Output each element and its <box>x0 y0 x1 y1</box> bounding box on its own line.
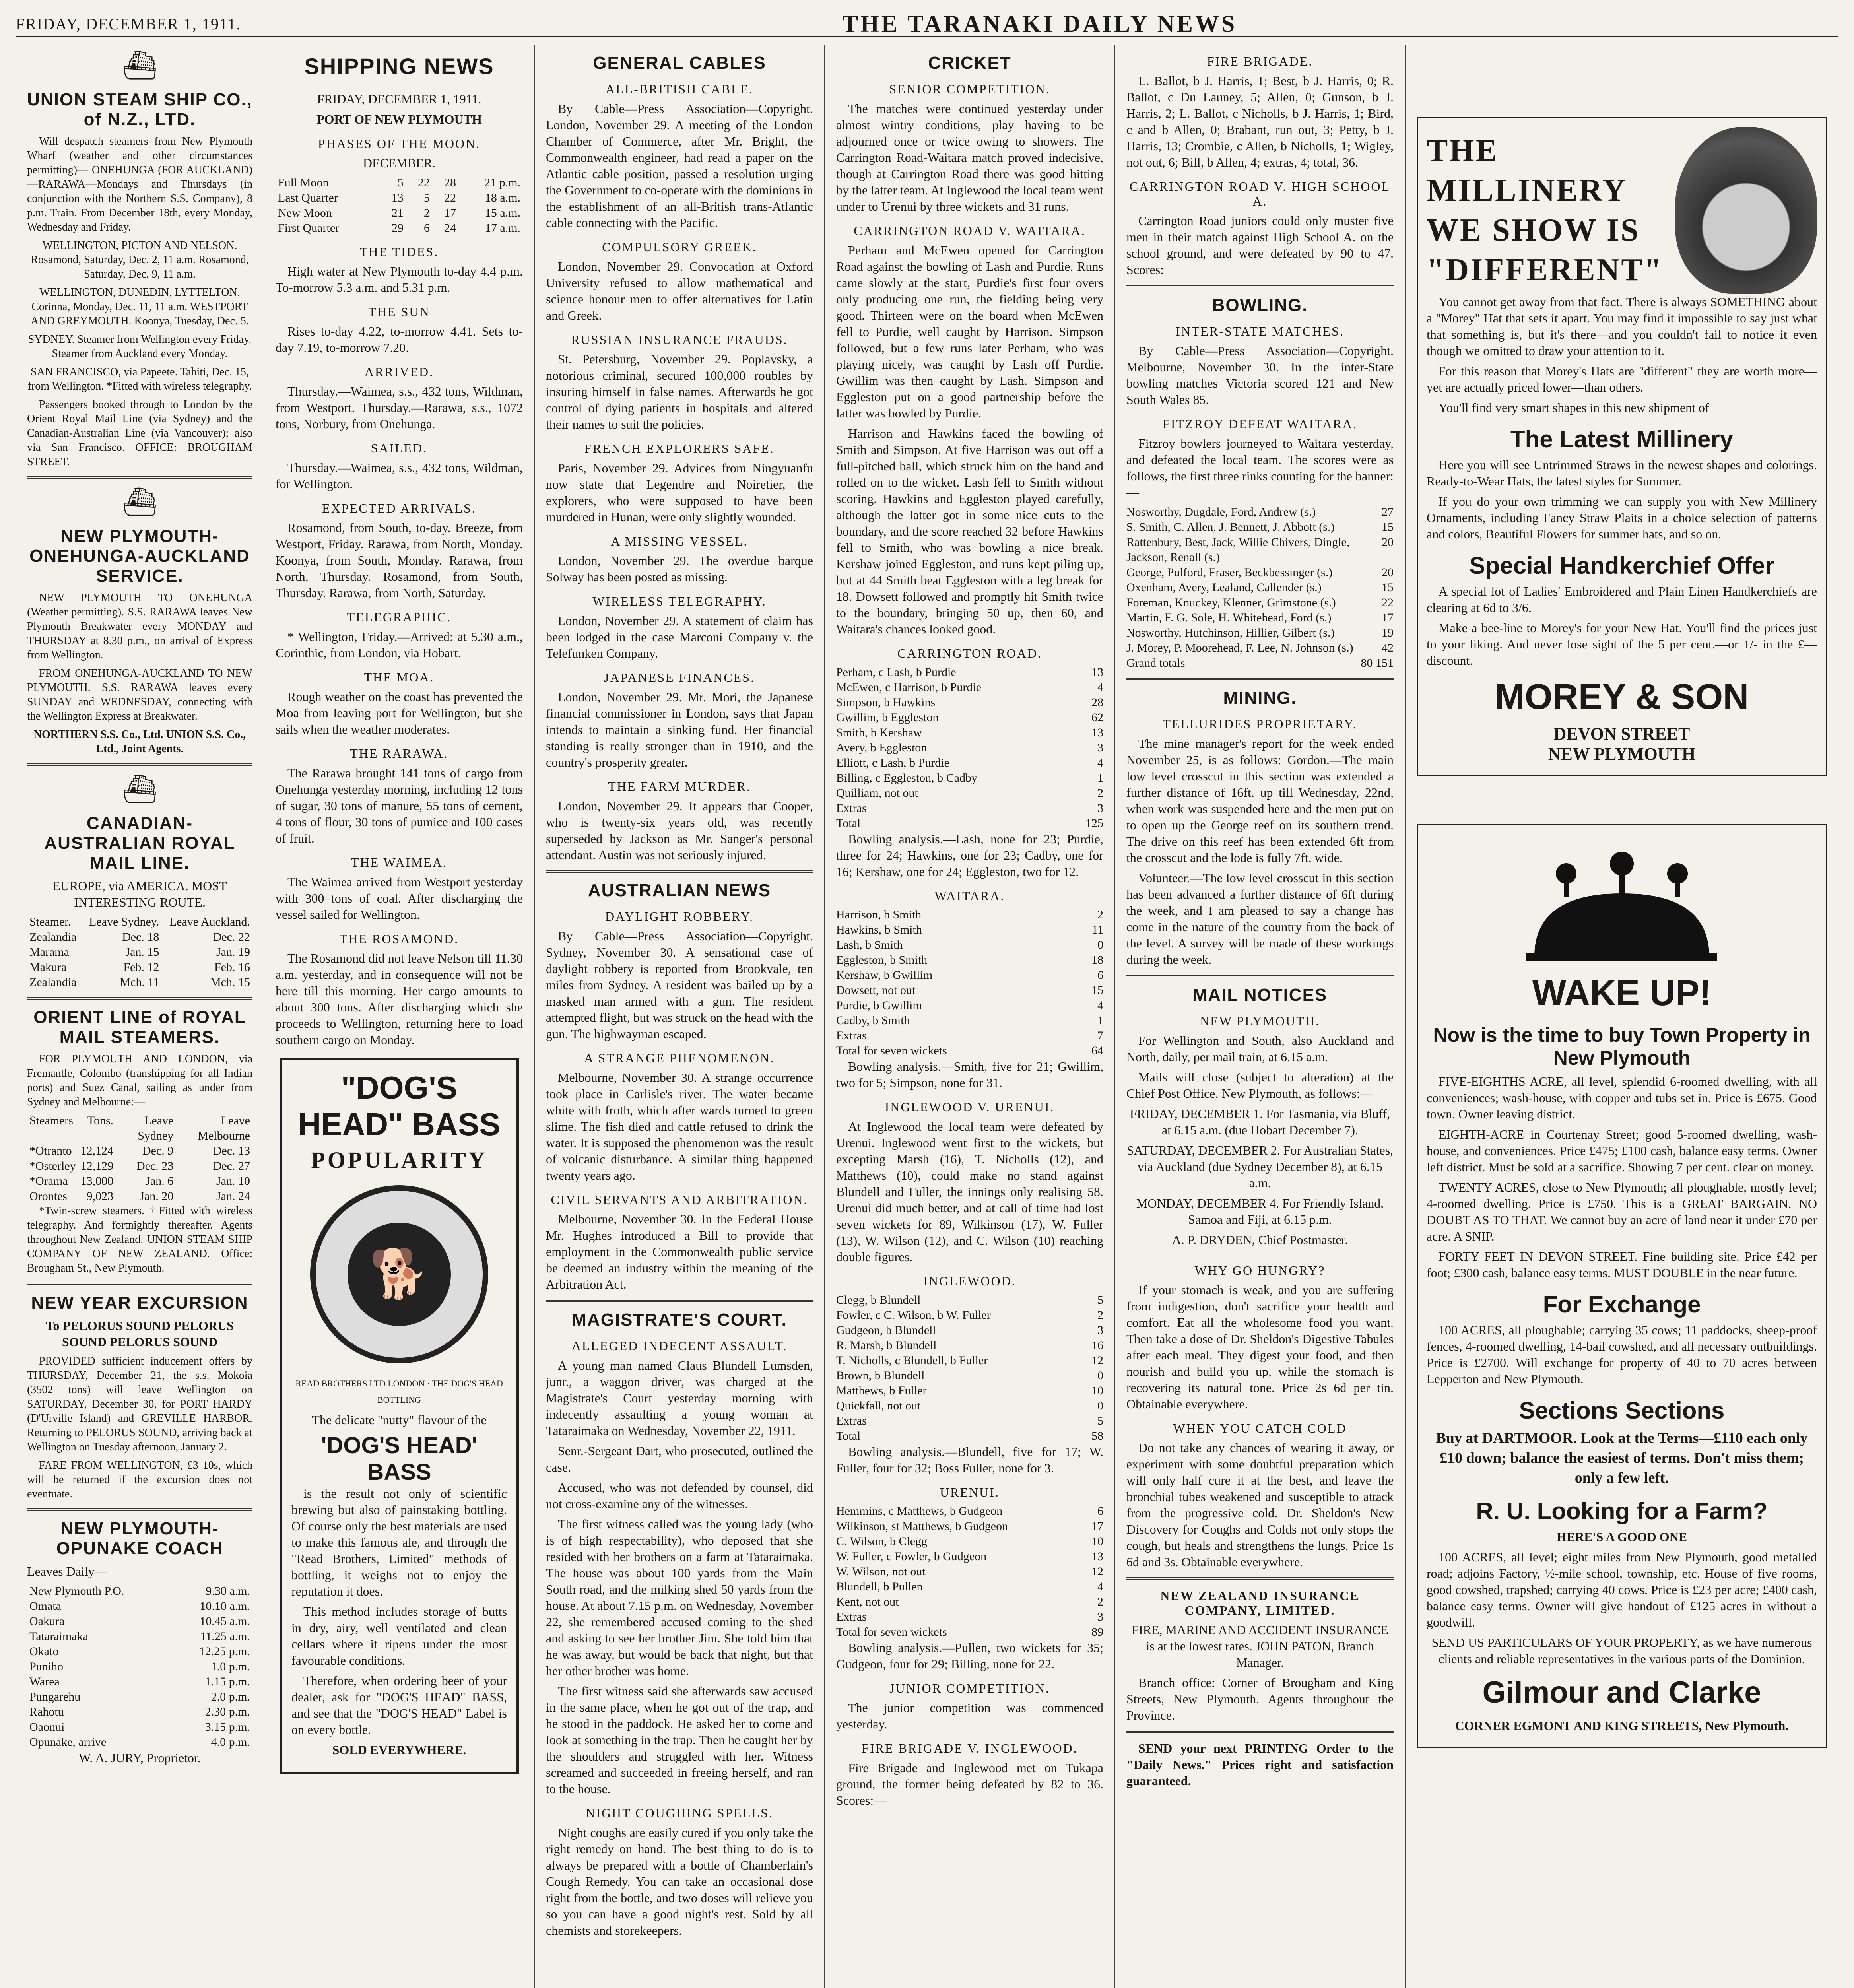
masthead-title: THE TARANAKI DAILY NEWS <box>842 10 1237 37</box>
table-row: Last Quarter 13 5 22 18 a.m. <box>278 191 520 204</box>
nzins-body2: Branch office: Corner of Brougham and King Streets, New Plymouth. Agents throughout the Province. <box>1126 1675 1394 1722</box>
rising-sun-icon <box>1427 846 1817 965</box>
moon-month: DECEMBER. <box>363 156 436 170</box>
allbritish-body: By Cable—Press Association—Copyright. London, November 29. A meeting of the London Chamber of Commerce, after Mr. Bright, the Commonwealth engineer, had read a paper on the Atlantic cable position, passed a resolution urging the Government to co-operate with the dominions in the establishment of an all-British trans-Atlantic cable connecting with the Pacific. <box>546 101 813 230</box>
union-islands: SAN FRANCISCO, via Papeete. Tahiti, Dec. 15, from Wellington. *Fitted with wireless telegraphy. <box>27 366 252 392</box>
table-row: Rahotu 2.30 p.m. <box>29 1705 250 1718</box>
russian-body: St. Petersburg, November 29. Poplavsky, a notorious criminal, secured 100,000 roubles by insuring himself in false names. Afterwards he got control of dying patients in hospitals and altered their names to suit the policies. <box>546 352 813 431</box>
phenomenon-body: Melbourne, November 30. A strange occurrence took place in Carlisle's river. The water became white with froth, which after wards turned to green slime. The fish died and cattle refused to drink the water. It is supposed the phenomenon was the result of volcanic disturbance. A similar thing happened twenty years ago. <box>546 1070 813 1182</box>
senior-body: The matches were continued yesterday under almost wintry conditions, play having to be adjourned once or twice owing to showers. The Carrington Road-Waitara match proved indecisive, though at Carrington Road there was good hitting by the latter team. At Inglewood the local team went under to Urenui by three wickets and 31 runs. <box>836 101 1103 214</box>
hanky-heading: Special Handkerchief Offer <box>1469 552 1774 579</box>
japanese-body: London, November 29. Mr. Mori, the Japanese financial commissioner in London, says that Japan intends to maintain a sinking fund. Her financial standing is really stronger than in 1910, and the country's prosperity greater. <box>546 690 813 769</box>
list-item: Foreman, Knuckey, Klenner, Grimstone (s.) 22 <box>1126 596 1394 609</box>
table-row: Pungarehu 2.0 p.m. <box>29 1690 250 1703</box>
list-item: Extras 3 <box>836 802 1103 815</box>
waitara-scores <box>836 907 1103 1058</box>
bass-body3: This method includes storage of butts in dry, airy, well ventilated and clean cellars where it ripens under the most favourable conditions. <box>291 1604 507 1668</box>
daylight-body: By Cable—Press Association—Copyright. Sydney, November 30. A sensational case of daylight robbery is reported from Brookvale, ten miles from Sydney. A resident was bailed up by a masked man armed with a gun. The resident attempted flight, but was struck on the head with the gun. The highwayman escaped. <box>546 929 813 1041</box>
list-item: Brown, b Blundell 0 <box>836 1369 1103 1382</box>
volunteer-body: Volunteer.—The low level crosscut in this section has been advanced a further distance of 6ft during the week, and I am pleased to say a change has come in the nature of the country from the back of the level. A survey will be made of these workings during the week. <box>1126 871 1394 967</box>
nzins-body: FIRE, MARINE AND ACCIDENT INSURANCE is at the lowest rates. JOHN PATON, Branch Manager. <box>1132 1623 1388 1670</box>
servants-heading: CIVIL SERVANTS AND ARBITRATION. <box>551 1192 808 1207</box>
orient-body: FOR PLYMOUTH AND LONDON, via Fremantle, Colombo (transhipping for all Indian ports) and Suez Canal, sailing as under from Sydney and Melbourne:— <box>27 1053 252 1108</box>
list-item: Nosworthy, Hutchinson, Hillier, Gilbert (s.) 19 <box>1126 626 1394 639</box>
fitzroy-body: Fitzroy bowlers journeyed to Waitara yesterday, and defeated the local team. The scores were as follows, the first three rinks counting for the banner:— <box>1126 436 1394 499</box>
list-item: Hawkins, b Smith 11 <box>836 923 1103 936</box>
newyear-sub: To PELORUS SOUND PELORUS SOUND PELORUS SOUND <box>46 1318 234 1349</box>
wake-sub: Now is the time to buy Town Property in New Plymouth <box>1433 1024 1811 1069</box>
list-item: R. Marsh, b Blundell 16 <box>836 1339 1103 1352</box>
column-advertisements <box>1406 45 1838 1988</box>
list-item: Avery, b Eggleston 3 <box>836 741 1103 754</box>
daylight-heading: DAYLIGHT ROBBERY. <box>605 909 754 924</box>
arrived-body: Thursday.—Waimea, s.s., 432 tons, Wildman, from Westport. Thursday.—Rarawa, s.s., 1072 tons, Norbury, from Onehunga. <box>276 384 523 431</box>
farm-body: London, November 29. It appears that Cooper, who is twenty-six years old, was recently superseded by Jackson as Mr. Sanger's personal attendant. Austin was not seriously injured. <box>546 799 813 862</box>
table-row: Opunake, arrive 4.0 p.m. <box>29 1736 250 1749</box>
farm-heading: R. U. Looking for a Farm? <box>1476 1498 1768 1524</box>
iu-body: At Inglewood the local team were defeated by Urenui. Inglewood went first to the wickets, but excepting Marsh (16), T. Nicholls (12), and Matthews (10), could make no stand against Blundell and Fuller, the innings only realising 58. Urenui did much better, and at call of time had lost seven wickets for 89, Wilkinson (17), W. Fuller (13), W. Wilson (12), and C. Wilson (10) reaching double figures. <box>836 1119 1103 1264</box>
wireless-heading: WIRELESS TELEGRAPHY. <box>592 594 767 608</box>
union-heading: UNION STEAM SHIP CO., of N.Z., LTD. <box>27 90 252 129</box>
list-item: George, Pulford, Fraser, Beckbessinger (s.) 20 <box>1126 566 1394 579</box>
onehunga-back: FROM ONEHUNGA-AUCKLAND TO NEW PLYMOUTH. S.S. RARAWA leaves every SUNDAY and WEDNESDAY, connecting with the Wellington Express at Breakwater. <box>27 667 252 722</box>
mail-monday: MONDAY, DECEMBER 4. For Friendly Island, Samoa and Fiji, at 6.15 p.m. <box>1136 1196 1384 1227</box>
port-heading: PORT OF NEW PLYMOUTH <box>316 112 482 126</box>
junior-heading: JUNIOR COMPETITION. <box>889 1681 1050 1695</box>
cr-scores <box>836 665 1103 831</box>
gilmour-advertisement <box>1417 824 1827 1748</box>
gilmour-name: Gilmour and Clarke <box>1482 1675 1761 1709</box>
wake-body1: FIVE-EIGHTHS ACRE, all level, splendid 6-roomed dwelling, with all conveniences; wash-house, with copper and tubs set in. Price is £675. Good town. Owner leaving district. <box>1427 1074 1817 1121</box>
milli-body2: For this reason that Morey's Hats are "different" they are worth more—yet are actually priced lower—than others. <box>1427 364 1817 394</box>
greek-heading: COMPULSORY GREEK. <box>602 240 757 254</box>
bass-body1: The delicate "nutty" flavour of the <box>312 1413 487 1427</box>
list-item: Simpson, b Hawkins 28 <box>836 696 1103 709</box>
canadian-heading: CANADIAN-AUSTRALIAN ROYAL MAIL LINE. <box>44 813 235 873</box>
list-item: Extras 5 <box>836 1414 1103 1427</box>
dogs-head-seal-icon <box>310 1185 488 1363</box>
rosamond-heading: THE ROSAMOND. <box>339 932 459 946</box>
farm-heading: THE FARM MURDER. <box>608 779 751 794</box>
cr-score-heading: CARRINGTON ROAD. <box>897 646 1042 660</box>
waitara-analysis: Bowling analysis.—Smith, five for 21; Gwillim, two for 5; Simpson, none for 31. <box>836 1059 1103 1090</box>
list-item: Rattenbury, Best, Jack, Willie Chivers, Dingle, Jackson, Renall (s.) 20 <box>1126 536 1394 564</box>
hanky-body2: Make a bee-line to Morey's for your New Hat. You'll find the prices just to your liking. And never lose sight of the 5 per cent.—or 1/- in the £—discount. <box>1427 621 1817 668</box>
chs-heading: CARRINGTON ROAD V. HIGH SCHOOL A. <box>1129 179 1391 208</box>
list-item: Hemmins, c Matthews, b Gudgeon 6 <box>836 1505 1103 1518</box>
np-heading: NEW PLYMOUTH. <box>1200 1014 1320 1028</box>
column-shipping-news <box>264 45 535 1988</box>
assault-heading: ALLEGED INDECENT ASSAULT. <box>571 1339 788 1353</box>
wake-body3: TWENTY ACRES, close to New Plymouth; all ploughable, mostly level; 4-roomed dwelling. Price is £750. This is a GREAT BARGAIN. NO DOUBT AS TO THAT. We cannot buy an acre of land near it under £70 per acre. A SNIP. <box>1427 1180 1817 1243</box>
list-item: Quilliam, not out 2 <box>836 786 1103 800</box>
court-heading: MAGISTRATE'S COURT. <box>572 1310 787 1330</box>
waimea-heading: THE WAIMEA. <box>351 855 448 870</box>
steamship-icon: ⛴ <box>122 487 157 518</box>
moon-heading: PHASES OF THE MOON. <box>318 136 481 151</box>
list-item: Lash, b Smith 0 <box>836 938 1103 951</box>
morey-advertisement <box>1417 117 1827 776</box>
assault-body1: A young man named Claus Blundell Lumsden, junr., a waggon driver, was charged at the Magistrate's Court yesterday morning with indecently assaulting a young woman at Tataraimaka on Wednesday, November 22, 1911. <box>546 1358 813 1438</box>
newyear-body: PROVIDED sufficient inducement offers by THURSDAY, December 21, the s.s. Mokoia (3502 tons) will leave Wellington on SATURDAY, December 30, for PORT HARDY (D'Urville Island) and GREVILLE HARBOR. Returning to PELORUS SOUND, arriving back at Wellington on Tuesday afternoon, January 2. <box>27 1355 252 1453</box>
onehunga-heading: NEW PLYMOUTH-ONEHUNGA-AUCKLAND SERVICE. <box>29 526 250 586</box>
onehunga-body: NEW PLYMOUTH TO ONEHUNGA (Weather permitting). S.S. RARAWA leaves New Plymouth Breakwater every MONDAY and THURSDAY at 8.30 p.m., on arrival of Express from Wellington. <box>27 592 252 661</box>
ing-scores <box>836 1293 1103 1444</box>
list-item: Wilkinson, st Matthews, b Gudgeon 17 <box>836 1520 1103 1533</box>
table-row: Warea 1.15 p.m. <box>29 1675 250 1688</box>
milli-body3: You'll find very smart shapes in this new shipment of <box>1439 400 1709 415</box>
union-booked: Passengers booked through to London by the Orient Royal Mail Line (via Sydney) and the Canadian-Australian Line (via Vancouver); also via San Francisco. OFFICE: BROUGHAM STREET. <box>27 398 252 468</box>
inter-heading: INTER-STATE MATCHES. <box>1176 324 1344 338</box>
farm-sub: HERE'S A GOOD ONE <box>1556 1530 1687 1544</box>
list-item: Extras 3 <box>836 1610 1103 1623</box>
tides-body: High water at New Plymouth to-day 4.4 p.m. To-morrow 5.3 a.m. and 5.31 p.m. <box>276 264 523 295</box>
column-bowling-mining-mail <box>1115 45 1406 1988</box>
list-item: Fowler, c C. Wilson, b W. Fuller 2 <box>836 1309 1103 1322</box>
waitara-heading: WAITARA. <box>934 889 1005 903</box>
list-item: Martin, F. G. Sole, H. Whitehead, Ford (s.) 17 <box>1126 611 1394 624</box>
morey-name: MOREY & SON <box>1495 677 1749 717</box>
list-item: Smith, b Kershaw 13 <box>836 726 1103 739</box>
bass-body2: is the result not only of scientific brewing but also of painstaking bottling. Of course only the best materials are used to make this famous ale, and through the "Read Brothers, Limited" methods of bottling, it weighs not to enjoy the reputation it does. <box>291 1486 507 1598</box>
night-heading: NIGHT COUGHING SPELLS. <box>586 1806 773 1820</box>
allbritish-heading: ALL-BRITISH CABLE. <box>605 82 754 96</box>
fire-heading: FIRE BRIGADE. <box>1207 54 1313 68</box>
table-row: Steamer. Leave Sydney. Leave Auckland. <box>29 915 250 928</box>
assault-body2: Senr.-Sergeant Dart, who prosecuted, outlined the case. <box>546 1444 813 1474</box>
tellurides-body: The mine manager's report for the week ended November 25, is as follows: Gordon.—The main low level crosscut in this section was extended a further distance of 16ft. up till Wednesday, 22nd, when work was suspended here and the men put on to open up the George reef on its southern trend. The drive on this reef has been extended 6ft from the crosscut and the lode is fully 7ft. wide. <box>1126 736 1394 865</box>
list-item: T. Nicholls, c Blundell, b Fuller 12 <box>836 1354 1103 1367</box>
table-row: Zealandia Dec. 18 Dec. 22 <box>29 930 250 944</box>
cr-analysis: Bowling analysis.—Lash, none for 23; Purdie, three for 24; Hawkins, one for 23; Cadby, one for 16; Kershaw, one for 24; Eggleston, two for 12. <box>836 832 1103 879</box>
cw-body1: Perham and McEwen opened for Carrington Road against the bowling of Lash and Purdie. Runs came slowly at the start, Purdie's first four overs only producing one run, the fielding being very good. Thirteen were on the board when McEwen fell to Purdie, well caught by Harrison. Simpson followed, but a few runs later Perham, who was playing nicely, was caught by Lash off Purdie. Gwillim was then caught by Lash. Simpson and Eggleston put on a good partnership before the latter was bowled by Purdie. <box>836 243 1103 420</box>
table-row: Full Moon 5 22 28 21 p.m. <box>278 176 520 189</box>
list-item: Matthews, b Fuller 10 <box>836 1384 1103 1397</box>
table-row: Makura Feb. 12 Feb. 16 <box>29 961 250 974</box>
servants-body: Melbourne, November 30. In the Federal House Mr. Hughes introduced a Bill to provide that employment in the Commonwealth public service be deemed an industry within the meaning of the Arbitration Act. <box>546 1212 813 1291</box>
hanky-body1: A special lot of Ladies' Embroidered and Plain Linen Handkerchiefs are clearing at 6d to 3/6. <box>1427 584 1817 615</box>
list-item: Nosworthy, Dugdale, Ford, Andrew (s.) 27 <box>1126 505 1394 518</box>
exchange-body: 100 ACRES, all ploughable; carrying 35 cows; 11 paddocks, sheep-proof fences, 4-roomed dwelling, 14-bail cowshed, and all necessary outbuildings. Price is £2700. Will exchange for property of 40 to 70 acres between Lepperton and New Plymouth. <box>1427 1323 1817 1386</box>
sun-heading: THE SUN <box>368 305 430 319</box>
bowling-heading: BOWLING. <box>1212 295 1308 315</box>
bass-popularity: POPULARITY <box>311 1147 487 1173</box>
column-general-cables <box>535 45 825 1988</box>
moa-body: Rough weather on the coast has prevented the Moa from leaving port for Wellington, but she sails when the weather moderates. <box>276 689 523 736</box>
list-item: Total 58 <box>836 1429 1103 1442</box>
exchange-heading: For Exchange <box>1543 1291 1701 1318</box>
masthead-date: FRIDAY, DECEMBER 1, 1911. <box>16 15 241 33</box>
masthead <box>16 12 1838 37</box>
assault-body5: The first witness said she afterwards saw accused in the same place, when he got out of the trap, and he stood in the paddock. He asked her to come and look at something in the trap. Then he caught her by the shoulders and struggled with her. Witness screamed and succeeded in freeing herself, and ran to the house. <box>546 1684 813 1796</box>
printing-ad: SEND your next PRINTING Order to the "Daily News." Prices right and satisfaction guaranteed. <box>1126 1741 1394 1788</box>
mining-heading: MINING. <box>1223 688 1297 708</box>
morey-town: NEW PLYMOUTH <box>1548 744 1696 764</box>
union-west: WELLINGTON, DUNEDIN, LYTTELTON. Corinna, Monday, Dec. 11, 11 a.m. WESTPORT AND GREYMOUTH. Koonya, Tuesday, Dec. 5. <box>31 286 249 327</box>
list-item: Perham, c Lash, b Purdie 13 <box>836 666 1103 679</box>
table-row: Zealandia Mch. 11 Mch. 15 <box>29 976 250 989</box>
list-item: Harrison, b Smith 2 <box>836 908 1103 921</box>
canadian-table <box>27 914 252 990</box>
list-item: Extras 7 <box>836 1029 1103 1042</box>
urenui-heading: URENUI. <box>940 1485 1000 1499</box>
union-sydney: SYDNEY. Steamer from Wellington every Friday. Steamer from Auckland every Monday. <box>28 333 252 360</box>
table-row: First Quarter 29 6 24 17 a.m. <box>278 221 520 235</box>
bass-body4: Therefore, when ordering beer of your dealer, ask for "DOG'S HEAD" BASS, and see that the "DOG'S HEAD" Label is on every bottle. <box>291 1673 507 1737</box>
gilmour-addr: CORNER EGMONT AND KING STREETS, New Plymouth. <box>1455 1718 1789 1733</box>
waimea-body: The Waimea arrived from Westport yesterday with 300 tons of coal. After discharging the vessel sailed for Wellington. <box>276 875 523 922</box>
fire-body: L. Ballot, b J. Harris, 1; Best, b J. Harris, 0; R. Ballot, c Du Launey, 5; Allen, 0; Gunson, b J. Harris, 2; L. Ballot, c Nicholls, b J. Harris, 1; Bird, c and b Allen, 0; Brabant, run out, 3; Petty, b J. Harris, 13; Crombie, c Allen, b Nicholls, 1; Wigley, not out, 6; Bill, b Allen, 4; extras, 4; total, 36. <box>1126 74 1394 169</box>
chs-body: Carrington Road juniors could only muster five men in their match against High School A. on the school ground, and were defeated by 90 to 47. Scores: <box>1126 214 1394 277</box>
list-item: Billing, c Eggleston, b Cadby 1 <box>836 771 1103 784</box>
coach-label: Leaves Daily— <box>27 1564 107 1578</box>
japanese-heading: JAPANESE FINANCES. <box>604 670 755 685</box>
farm-body: 100 ACRES, all level; eight miles from New Plymouth, good metalled road; adjoins Factory, ½-mile school, township, etc. House of five rooms, good cowshed, trapshed; carrying 40 cows. Price is £23 per acre; £400 cash, balance easy terms. Owner will give handout of £125 acres in without a goodwill. <box>1427 1550 1817 1629</box>
list-item: Cadby, b Smith 1 <box>836 1014 1103 1027</box>
table-row: Omata 10.10 a.m. <box>29 1600 250 1613</box>
urenui-scores <box>836 1504 1103 1640</box>
list-item: Kershaw, b Gwillim 6 <box>836 969 1103 982</box>
table-row: Oakura 10.45 a.m. <box>29 1615 250 1628</box>
list-item: Kent, not out 2 <box>836 1595 1103 1608</box>
inter-body: By Cable—Press Association—Copyright. Melbourne, November 30. In the inter-State bowling matches Victoria scored 121 and New South Wales 85. <box>1126 344 1394 407</box>
bass-seal-text: READ BROTHERS LTD LONDON · THE DOG'S HEAD BOTTLING <box>295 1378 503 1405</box>
telegraphic-body: * Wellington, Friday.—Arrived: at 5.30 a.m., Corinthic, from London, via Hobart. <box>276 629 523 660</box>
list-item: J. Morey, P. Moorehead, F. Lee, N. Johnson (s.) 42 <box>1126 641 1394 654</box>
table-row: Okato 12.25 p.m. <box>29 1645 250 1658</box>
table-row: Tataraimaka 11.25 a.m. <box>29 1630 250 1643</box>
hungry-body: If your stomach is weak, and you are suffering from indigestion, don't sacrifice your health and comfort. Eat all the wholesome food you want. Then take a dose of Dr. Sheldon's Digestive Tabules after each meal. They digest your food, and then nourish and build you up, while the stomach is recovering its natural tone. Price 2s 6d per tin. Obtainable everywhere. <box>1126 1283 1394 1411</box>
list-item: McEwen, c Harrison, b Purdie 4 <box>836 681 1103 694</box>
list-item: S. Smith, C. Allen, J. Bennett, J. Abbott (s.) 15 <box>1126 520 1394 534</box>
bass-brand: 'DOG'S HEAD' BASS <box>321 1433 478 1485</box>
vessel-heading: A MISSING VESSEL. <box>611 534 748 548</box>
russian-heading: RUSSIAN INSURANCE FRAUDS. <box>571 332 788 347</box>
australian-heading: AUSTRALIAN NEWS <box>588 881 771 900</box>
cw-heading: CARRINGTON ROAD V. WAITARA. <box>854 223 1086 238</box>
nzins-heading: NEW ZEALAND INSURANCE COMPANY, LIMITED. <box>1160 1588 1360 1617</box>
list-item: Gwillim, b Eggleston 62 <box>836 711 1103 724</box>
sections-heading: Sections Sections <box>1519 1397 1725 1424</box>
table-row: Puniho 1.0 p.m. <box>29 1660 250 1673</box>
table-row: Marama Jan. 15 Jan. 19 <box>29 945 250 959</box>
northern-agents: NORTHERN S.S. Co., Ltd. UNION S.S. Co., Ltd., Joint Agents. <box>33 728 246 755</box>
fitzroy-heading: FITZROY DEFEAT WAITARA. <box>1163 417 1357 431</box>
orient-note: *Twin-screw steamers. †Fitted with wireless telegraphy. And fortnightly thereafter. Agents throughout New Zealand. UNION STEAM SHIP COMPANY OF NEW ZEALAND. Office: Brougham St., New Plymouth. <box>27 1205 252 1274</box>
wake-body4: FORTY FEET IN DEVON STREET. Fine building site. Price £42 per foot; £300 cash, balance easy terms. MUST DOUBLE in the near future. <box>1427 1249 1817 1280</box>
junior-body: The junior competition was commenced yesterday. <box>836 1701 1103 1731</box>
phenomenon-heading: A STRANGE PHENOMENON. <box>584 1051 775 1065</box>
cold-heading: WHEN YOU CATCH COLD <box>1173 1421 1347 1435</box>
rarawa-heading: THE RARAWA. <box>350 746 448 761</box>
list-item: Grand totals 80 151 <box>1126 656 1394 670</box>
latest-body2: If you do your own trimming we can supply you with New Millinery Ornaments, including Fancy Straw Plaits in a choice selection of patterns and colors, Beautiful Flowers for summer hats, and so on. <box>1427 494 1817 541</box>
union-wellington: WELLINGTON, PICTON AND NELSON. Rosamond, Saturday, Dec. 2, 11 a.m. Rosamond, Saturday, Dec. 9, 11 a.m. <box>31 239 249 280</box>
sailed-body: Thursday.—Waimea, s.s., 432 tons, Wildman, for Wellington. <box>276 460 523 491</box>
moa-heading: THE MOA. <box>364 670 435 684</box>
milli-body1: You cannot get away from that fact. There is always SOMETHING about a "Morey" Hat that sets it apart. You may find it impossible to say just what that something is, but it's there—and you couldn't fail to notice it even though we omitted to draw your attention to it. <box>1427 295 1817 358</box>
fb-body: Fire Brigade and Inglewood met on Tukapa ground, the former being defeated by 82 to 36. Scores:— <box>836 1761 1103 1807</box>
table-row: *Orama 13,000 Jan. 6 Jan. 10 <box>29 1175 250 1188</box>
assault-body3: Accused, who was not defended by counsel, did not cross-examine any of the witnesses. <box>546 1480 813 1511</box>
expected-body: Rosamond, from South, to-day. Breeze, from Westport, Friday. Rarawa, from North, Monday. Koonya, from South, Monday. Rarawa, from North, Thursday. Rosamond, from South, Thursday. Rarawa, from North, Saturday. <box>276 520 523 600</box>
union-body: Will despatch steamers from New Plymouth Wharf (weather and other circumstances permitting)— ONEHUNGA (FOR AUCKLAND)—RARAWA—Mondays and Thursdays (in conjunction with the Northern S.S. Company), 8 p.m. Train. From December 18th, every Monday, Wednesday and Friday. <box>27 135 252 233</box>
expected-heading: EXPECTED ARRIVALS. <box>322 501 476 515</box>
table-row: *Osterley 12,129 Dec. 23 Dec. 27 <box>29 1159 250 1173</box>
french-heading: FRENCH EXPLORERS SAFE. <box>584 441 775 456</box>
list-item: Gudgeon, b Blundell 3 <box>836 1324 1103 1337</box>
column-shipping-ads <box>16 45 264 1988</box>
urenui-analysis: Bowling analysis.—Pullen, two wickets for 35; Gudgeon, four for 29; Billing, none for 22. <box>836 1640 1103 1671</box>
coach-heading: NEW PLYMOUTH-OPUNAKE COACH <box>56 1519 223 1558</box>
table-row: *Otranto 12,124 Dec. 9 Dec. 13 <box>29 1144 250 1157</box>
wireless-body: London, November 29. A statement of claim has been lodged in the case Marconi Company v. the Telefunken Company. <box>546 613 813 660</box>
shipping-date: FRIDAY, DECEMBER 1, 1911. <box>317 92 481 106</box>
cricket-heading: CRICKET <box>928 53 1011 73</box>
list-item: Dowsett, not out 15 <box>836 984 1103 997</box>
list-item: Total for seven wickets 89 <box>836 1625 1103 1639</box>
mail-sign: A. P. DRYDEN, Chief Postmaster. <box>1172 1233 1348 1247</box>
ing-analysis: Bowling analysis.—Blundell, five for 17; W. Fuller, four for 32; Boss Fuller, none for 3. <box>836 1444 1103 1475</box>
sun-body: Rises to-day 4.22, to-morrow 4.41. Sets to-day 7.19, to-morrow 7.20. <box>276 324 523 355</box>
newyear-heading: NEW YEAR EXCURSION <box>31 1293 248 1312</box>
list-item: W. Fuller, c Fowler, b Gudgeon 13 <box>836 1550 1103 1563</box>
assault-body4: The first witness called was the young lady (who is of high respectability), who deposed that she resided with her brothers on a farm at Tataraimaka. The house was about 100 yards from the Main South road, and the milking shed 50 yards from the house. At about 7.15 p.m. on Wednesday, November 22, she remembered accused coming to the shed and asking to see her brother Jim. She told him that he was away, but would be back that night, but that her other brother was home. <box>546 1517 813 1678</box>
steamship-icon: ⛴ <box>122 774 157 805</box>
canadian-sub: EUROPE, via AMERICA. MOST INTERESTING ROUTE. <box>52 879 227 909</box>
list-item: Clegg, b Blundell 5 <box>836 1293 1103 1307</box>
list-item: Blundell, b Pullen 4 <box>836 1580 1103 1593</box>
send-body: SEND US PARTICULARS OF YOUR PROPERTY, as we have numerous clients and reliable representatives in the various parts of the Dominion. <box>1431 1635 1812 1666</box>
cold-body: Do not take any chances of wearing it away, or experiment with some doubtful preparation which will only half cure it at the best, and leave the bronchial tubes weakened and susceptible to attack from the progressive cold. Dr. Sheldon's New Discovery for Coughs and Colds not only stops the cough, but heals and strengthens the lungs. Price 1s 6d and 3s. Obtainable everywhere. <box>1126 1441 1394 1569</box>
shipping-heading: SHIPPING NEWS <box>304 54 494 79</box>
table-row: New Moon 21 2 17 15 a.m. <box>278 206 520 219</box>
list-item: Purdie, b Gwillim 4 <box>836 999 1103 1012</box>
list-item: Quickfall, not out 0 <box>836 1399 1103 1412</box>
arrived-heading: ARRIVED. <box>364 365 434 379</box>
mail-heading: MAIL NOTICES <box>1192 985 1328 1005</box>
table-row: Orontes 9,023 Jan. 20 Jan. 24 <box>29 1190 250 1203</box>
list-item: Eggleston, b Smith 18 <box>836 953 1103 967</box>
cables-heading: GENERAL CABLES <box>593 53 766 73</box>
senior-heading: SENIOR COMPETITION. <box>889 82 1050 96</box>
list-item: Elliott, c Lash, b Purdie 4 <box>836 756 1103 769</box>
greek-body: London, November 29. Convocation at Oxford University refused to allow mathematical and science honour men to offer alternatives for Latin and Greek. <box>546 259 813 322</box>
french-body: Paris, November 29. Advices from Ningyuanfu now state that Legendre and Noiretier, the explorers, who were supposed to have been murdered in Hunan, were only slightly wounded. <box>546 461 813 524</box>
bass-footer: SOLD EVERYWHERE. <box>332 1743 466 1757</box>
bass-title: "DOG'S HEAD" BASS <box>298 1070 501 1142</box>
telegraphic-heading: TELEGRAPHIC. <box>347 610 452 624</box>
rinks-list <box>1126 505 1394 671</box>
mail-friday: FRIDAY, DECEMBER 1. For Tasmania, via Bluff, at 6.15 a.m. (due Hobart December 7). <box>1130 1107 1390 1137</box>
tides-heading: THE TIDES. <box>359 245 439 259</box>
orient-heading: ORIENT LINE of ROYAL MAIL STEAMERS. <box>33 1008 246 1047</box>
sailed-heading: SAILED. <box>371 441 428 455</box>
table-row: Oaonui 3.15 p.m. <box>29 1720 250 1734</box>
mail-body2: Mails will close (subject to alteration) at the Chief Post Office, New Plymouth, as follows:— <box>1126 1070 1394 1101</box>
morey-street: DEVON STREET <box>1553 724 1690 744</box>
night-body: Night coughs are easily cured if you only take the right remedy on hand. The best thing to do is to always be prepared with a bottle of Chamberlain's Cough Remedy. You can take an occasional dose right from the bottle, and two doses will relieve you so you can have a good night's rest. Sold by all chemists and storekeepers. <box>546 1825 813 1938</box>
wake-title: WAKE UP! <box>1532 973 1711 1013</box>
list-item: Total for seven wickets 64 <box>836 1044 1103 1057</box>
list-item: C. Wilson, b Clegg 10 <box>836 1535 1103 1548</box>
tellurides-heading: TELLURIDES PROPRIETARY. <box>1163 717 1357 731</box>
vessel-body: London, November 29. The overdue barque Solway has been posted as missing. <box>546 553 813 584</box>
latest-millinery-heading: The Latest Millinery <box>1510 426 1734 452</box>
mail-body1: For Wellington and South, also Auckland and North, daily, per mail train, at 6.15 a.m. <box>1126 1033 1394 1064</box>
coach-sign: W. A. JURY, Proprietor. <box>79 1751 201 1765</box>
list-item: Total 125 <box>836 817 1103 830</box>
newyear-fare: FARE FROM WELLINGTON, £3 10s, which will be returned if the excursion does not eventuate. <box>27 1459 252 1500</box>
rarawa-body: The Rarawa brought 141 tons of cargo from Onehunga yesterday morning, including 12 tons of sugar, 30 tons of manure, 55 tons of cement, 4 tons of flour, 30 tons of pumice and 100 cases of fruit. <box>276 766 523 845</box>
list-item: Oxenham, Avery, Lealand, Callender (s.) 15 <box>1126 581 1394 594</box>
sections-body: Buy at DARTMOOR. Look at the Terms—£110 each only £10 down; balance the easiest of terms. Don't miss them; only a few left. <box>1436 1430 1808 1486</box>
iu-heading: INGLEWOOD V. URENUI. <box>885 1100 1055 1114</box>
fb-heading: FIRE BRIGADE V. INGLEWOOD. <box>862 1741 1078 1755</box>
coach-table <box>27 1584 252 1750</box>
cw-body2: Harrison and Hawkins faced the bowling of Smith and Simpson. At five Harrison was out off a full-pitched ball, which struck him on the hand and rolled on to the wicket. Lash fell to Smith without scoring. Hawkins and Eggleston played carefully, although the latter got in some nice cuts to the boundary, and the score reached 32 before Hawkins fell to Smith, who was bowling a nice break. Kershaw joined Eggleston, and runs kept piling up, but at 44 Smith beat Eggleston with a leg break for 18. Dowsett followed and promptly hit Smith twice to the boundary, bringing 50 up, then 60, and Waitara's chances looked good. <box>836 426 1103 636</box>
bass-advertisement <box>280 1058 519 1774</box>
dog-head-icon: 🐕 <box>348 1223 451 1326</box>
steamship-icon: ⛴ <box>122 50 157 81</box>
column-cricket <box>825 45 1115 1988</box>
table-row: Steamers Tons. Leave Sydney Leave Melbourne <box>29 1114 250 1142</box>
moon-table <box>276 175 523 236</box>
millinery-title: THE MILLINERY WE SHOW IS "DIFFERENT" <box>1427 133 1664 287</box>
wake-body2: EIGHTH-ACRE in Courtenay Street; good 5-roomed dwelling, wash-house, and conveniences. Price £475; £100 cash, balance easy terms. Owner left district. Must be sold at a sacrifice. Showing 7 per cent. clear on money. <box>1427 1127 1817 1174</box>
mail-saturday: SATURDAY, DECEMBER 2. For Australian States, via Auckland (due Sydney December 8), at 6.15 a.m. <box>1126 1143 1394 1190</box>
list-item: W. Wilson, not out 12 <box>836 1565 1103 1578</box>
ing-heading: INGLEWOOD. <box>923 1274 1016 1288</box>
orient-table <box>27 1113 252 1204</box>
hungry-heading: WHY GO HUNGRY? <box>1194 1263 1326 1277</box>
latest-body1: Here you will see Untrimmed Straws in the newest shapes and colorings. Ready-to-Wear Hats, the latest styles for Summer. <box>1427 458 1817 488</box>
table-row: New Plymouth P.O. 9.30 a.m. <box>29 1584 250 1598</box>
lady-hat-illustration-icon <box>1675 127 1817 294</box>
rosamond-body: The Rosamond did not leave Nelson till 11.30 a.m. yesterday, and in consequence will not be here till this morning. Her cargo amounts to about 300 tons. After discharging which she proceeds to Wellington, returning here to load southern cargo on Monday. <box>276 951 523 1047</box>
